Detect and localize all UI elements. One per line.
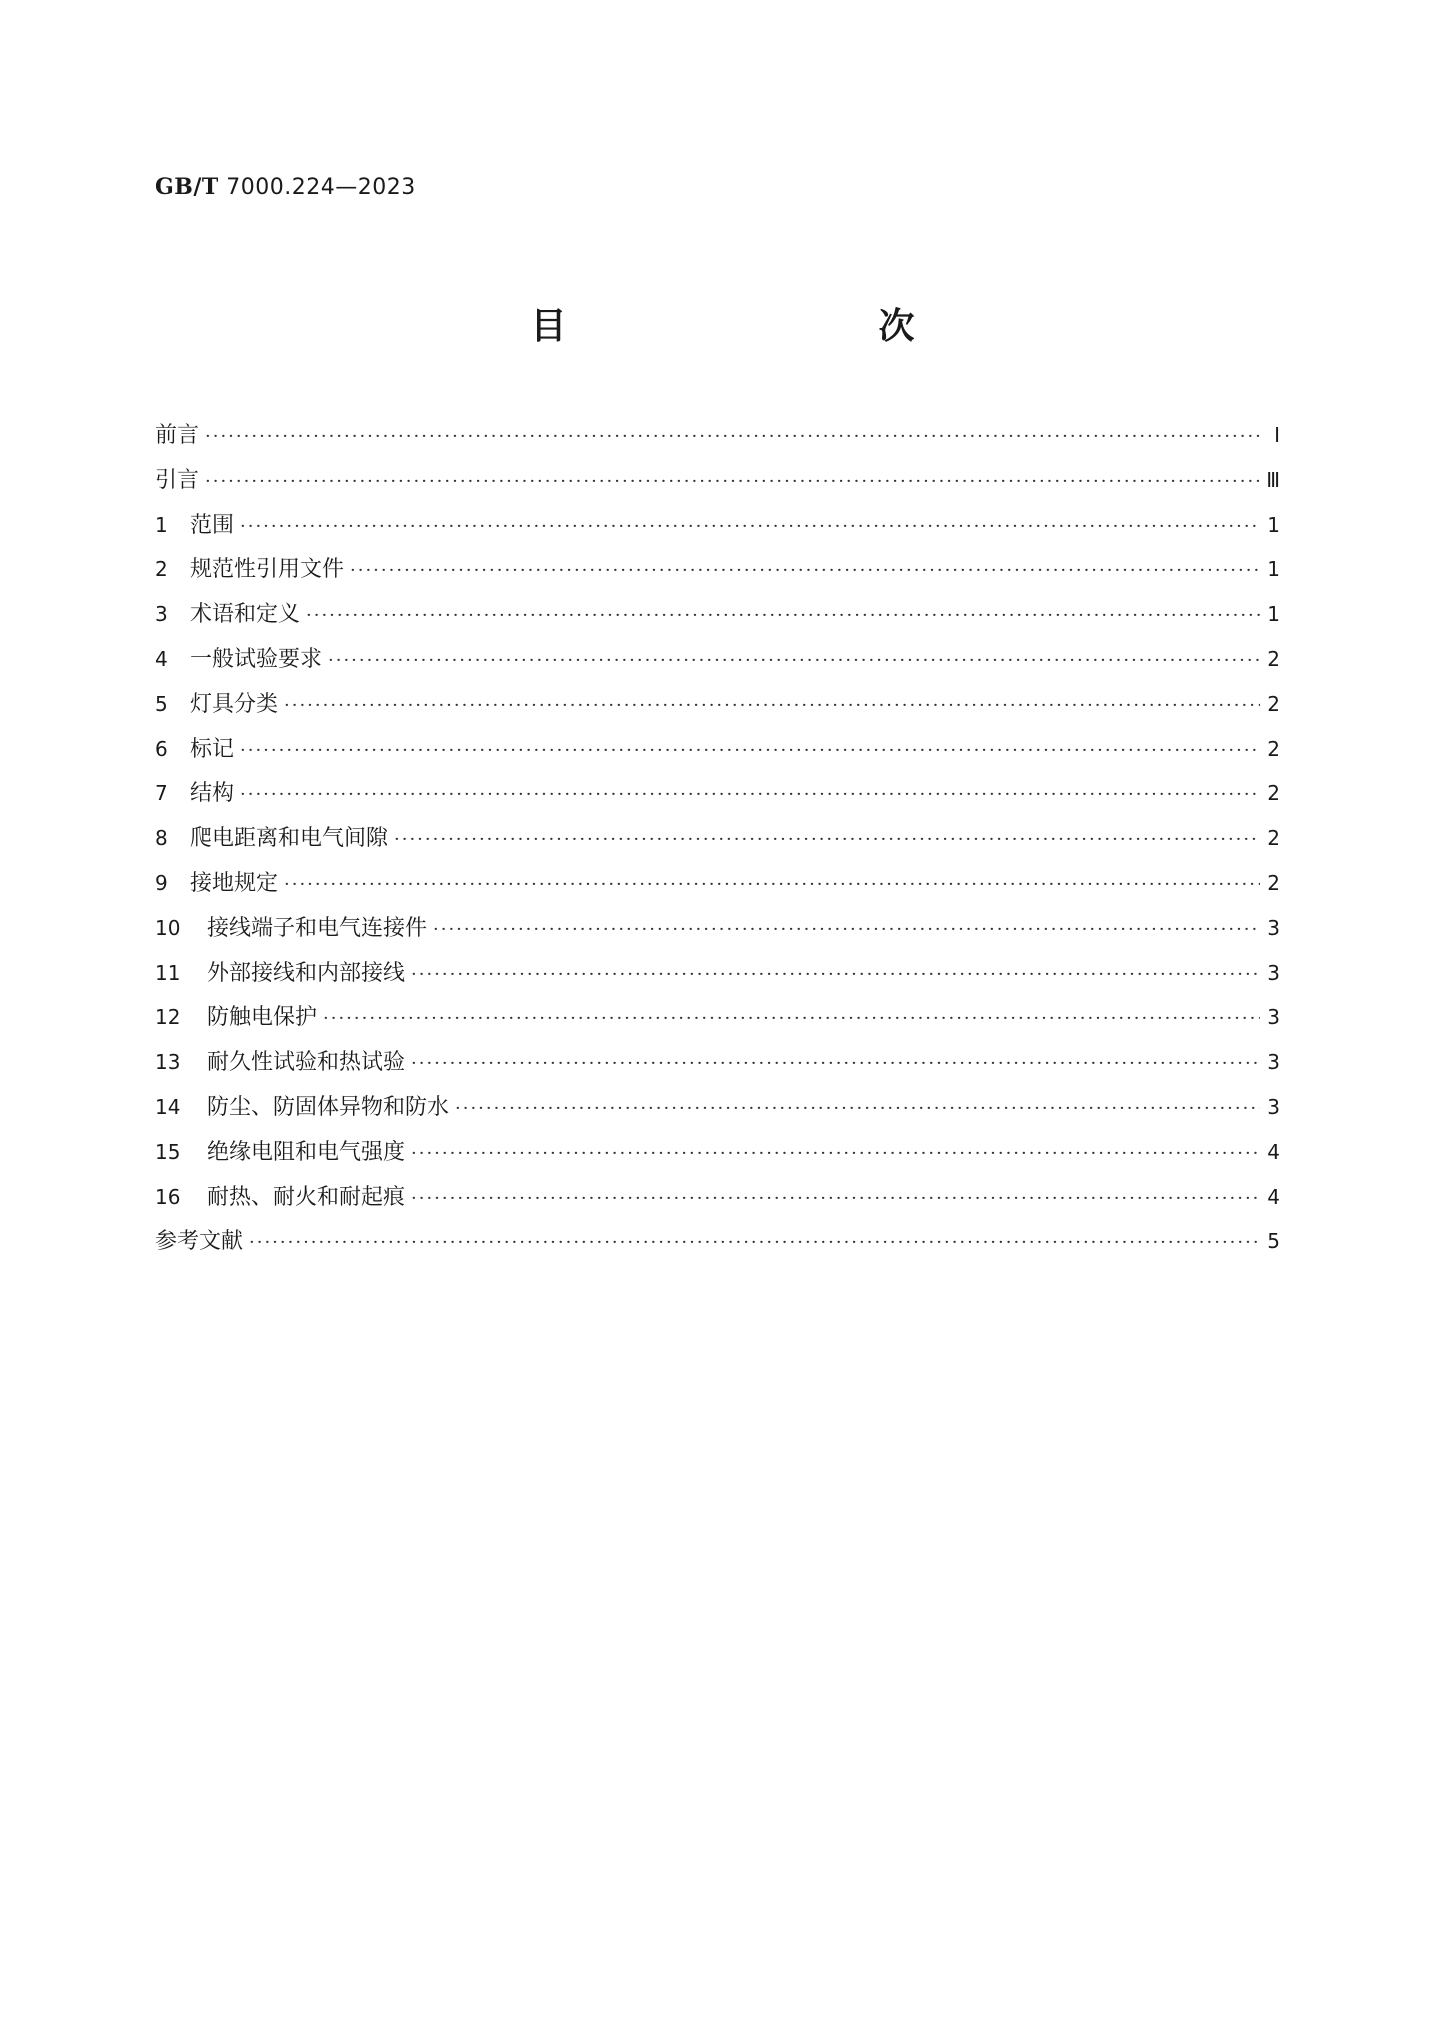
standard-number: 7000.224—2023	[226, 175, 416, 200]
toc-entry-label-group	[155, 503, 240, 549]
toc-page-number: 3	[1267, 915, 1280, 940]
dot-leader	[205, 460, 1260, 505]
toc-section-number: 5	[155, 691, 168, 716]
dot-leader	[411, 1042, 1260, 1087]
toc-entry-title: 耐热、耐火和耐起痕	[207, 1184, 406, 1210]
toc-entry-label-group	[155, 1085, 455, 1131]
toc-entry[interactable]	[155, 861, 1280, 906]
toc-section-number: 11	[155, 960, 181, 985]
toc-section-number: 4	[155, 646, 168, 671]
dot-leader	[455, 1087, 1260, 1132]
dot-leader	[394, 818, 1260, 863]
dot-leader	[328, 639, 1260, 684]
toc-page-number: 2	[1267, 691, 1280, 716]
toc-page-number: 2	[1267, 646, 1280, 671]
toc-entry[interactable]	[155, 816, 1280, 861]
toc-section-number: 10	[155, 915, 181, 940]
toc-page-number: 2	[1267, 736, 1280, 761]
toc-entry-label-group	[155, 995, 323, 1041]
toc-entry-title: 术语和定义	[190, 602, 301, 628]
toc-section-number: 6	[155, 736, 168, 761]
dot-leader	[249, 1221, 1260, 1266]
toc-entry-title: 一般试验要求	[190, 646, 323, 672]
toc-entry-label-group	[155, 951, 411, 997]
toc-entry-label-group	[155, 592, 306, 638]
toc-entry[interactable]	[155, 727, 1280, 772]
toc-entry-title: 前言	[155, 423, 200, 448]
toc-section-number: 8	[155, 826, 168, 851]
toc-page-number: 2	[1267, 870, 1280, 895]
toc-entry-title: 耐久性试验和热试验	[207, 1050, 406, 1076]
toc-entry-title: 接地规定	[190, 870, 279, 896]
toc-entry-label-group	[155, 682, 284, 728]
toc-entry[interactable]	[155, 1175, 1280, 1220]
toc-section-number: 13	[155, 1050, 181, 1075]
dot-leader	[411, 1177, 1260, 1222]
standard-code	[155, 174, 416, 200]
dot-leader	[411, 1132, 1260, 1177]
toc-entry-label-group	[155, 414, 205, 459]
toc-entry[interactable]	[155, 413, 1280, 458]
toc-entry[interactable]	[155, 1219, 1280, 1264]
toc-entry-title: 爬电距离和电气间隙	[190, 826, 389, 852]
toc-section-number: 7	[155, 781, 168, 806]
toc-entry-title: 灯具分类	[190, 691, 279, 717]
toc-entry[interactable]	[155, 592, 1280, 637]
toc-section-number: 16	[155, 1184, 181, 1209]
toc-entry-label-group	[155, 727, 240, 773]
toc-entry-title: 标记	[190, 736, 235, 762]
dot-leader	[240, 729, 1260, 774]
toc-page-number: 2	[1267, 781, 1280, 806]
standard-prefix: GB/T	[155, 174, 219, 200]
dot-leader	[323, 997, 1260, 1042]
toc-entry-label-group	[155, 861, 284, 907]
toc-entry-label-group	[155, 459, 205, 504]
toc-entry[interactable]	[155, 547, 1280, 592]
toc-entry[interactable]	[155, 951, 1280, 996]
toc-entry[interactable]	[155, 906, 1280, 951]
toc-page-number: 1	[1267, 557, 1280, 582]
toc-entry-title: 规范性引用文件	[190, 557, 345, 583]
dot-leader	[433, 908, 1260, 953]
toc-entry[interactable]	[155, 1040, 1280, 1085]
toc-entry-title: 结构	[190, 781, 235, 807]
toc-page-number: 1	[1267, 602, 1280, 627]
dot-leader	[205, 415, 1260, 460]
toc-page-number: Ⅰ	[1274, 423, 1280, 447]
page-title: 目 次	[530, 306, 995, 347]
dot-leader	[350, 549, 1260, 594]
toc-entry-label-group	[155, 1175, 411, 1221]
toc-page-number: 4	[1267, 1184, 1280, 1209]
toc-entry-title: 引言	[155, 467, 200, 493]
dot-leader	[240, 773, 1260, 818]
toc-entry-title: 接线端子和电气连接件	[207, 915, 428, 941]
toc-section-number: 2	[155, 557, 168, 582]
toc-entry-label-group	[155, 547, 350, 593]
toc-entry-title: 绝缘电阻和电气强度	[207, 1139, 406, 1165]
dot-leader	[411, 953, 1260, 998]
toc-entry[interactable]	[155, 682, 1280, 727]
toc-section-number: 9	[155, 870, 168, 895]
dot-leader	[306, 594, 1260, 639]
toc-entry-label-group	[155, 1220, 249, 1265]
dot-leader	[240, 505, 1260, 550]
toc-entry[interactable]	[155, 1130, 1280, 1175]
toc-page-number: 3	[1267, 1094, 1280, 1119]
toc-entry[interactable]	[155, 637, 1280, 682]
toc-entry-label-group	[155, 1040, 411, 1086]
dot-leader	[284, 863, 1260, 908]
toc-page-number: 1	[1267, 512, 1280, 537]
toc-page-number: 4	[1267, 1139, 1280, 1164]
toc-entry[interactable]	[155, 503, 1280, 548]
toc-page-number: 3	[1267, 960, 1280, 985]
toc-entry[interactable]	[155, 771, 1280, 816]
toc-entry-label-group	[155, 771, 240, 817]
toc-entry[interactable]	[155, 458, 1280, 503]
toc-entry[interactable]	[155, 1085, 1280, 1130]
toc-entry-title: 范围	[190, 512, 235, 538]
toc-entry-title: 参考文献	[155, 1229, 244, 1255]
toc-entry-title: 外部接线和内部接线	[207, 960, 406, 986]
toc-section-number: 1	[155, 512, 168, 537]
toc-page-number: 2	[1267, 826, 1280, 851]
toc-page-number: 3	[1267, 1005, 1280, 1030]
toc-page-number: 5	[1267, 1229, 1280, 1254]
toc-page-number: 3	[1267, 1050, 1280, 1075]
table-of-contents	[155, 413, 1280, 1264]
toc-section-number: 14	[155, 1094, 181, 1119]
toc-entry-label-group	[155, 1130, 411, 1176]
toc-entry-title: 防尘、防固体异物和防水	[207, 1094, 450, 1120]
toc-section-number: 3	[155, 602, 168, 627]
toc-entry-label-group	[155, 906, 433, 952]
dot-leader	[284, 684, 1260, 729]
toc-page-number: Ⅲ	[1266, 467, 1280, 492]
toc-entry-title: 防触电保护	[207, 1005, 318, 1031]
toc-section-number: 15	[155, 1139, 181, 1164]
toc-entry[interactable]	[155, 995, 1280, 1040]
toc-entry-label-group	[155, 816, 394, 862]
toc-entry-label-group	[155, 637, 328, 683]
toc-section-number: 12	[155, 1005, 181, 1030]
